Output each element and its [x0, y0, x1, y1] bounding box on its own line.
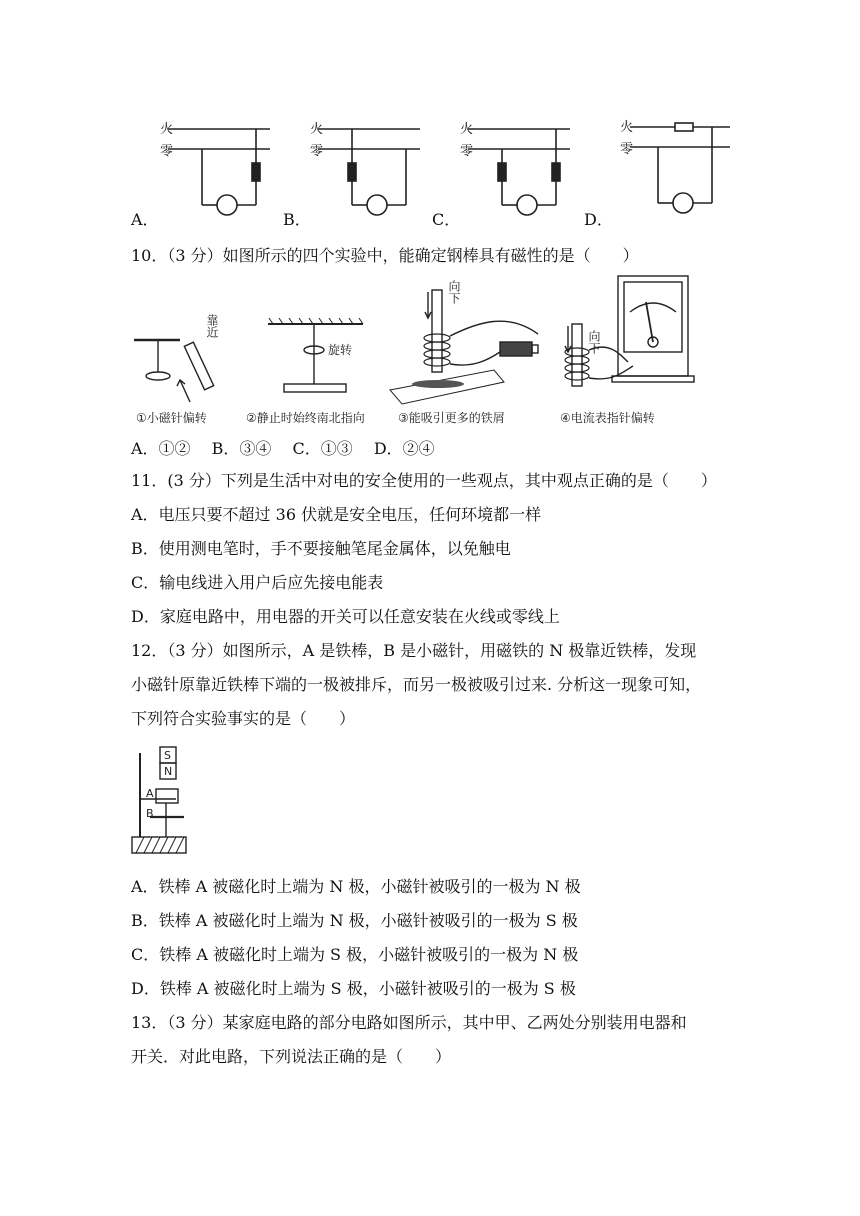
q10-down-label-4: 向下 [587, 330, 601, 354]
q10-down-label-3: 向下 [447, 280, 461, 304]
q9-option-c: C． [432, 210, 461, 229]
q11-stem: 11．(3 分）下列是生活中对电的安全使用的一些观点，其中观点正确的是（ ） [131, 471, 717, 490]
q10-rotate-label: 旋转 [328, 343, 353, 357]
q12-n-label: N [164, 765, 173, 778]
q12-s-label: S [164, 749, 171, 762]
q10-near-label: 靠近 [205, 314, 219, 338]
q9-option-b: B． [283, 210, 311, 229]
q12-stem-line-2: 小磁针原靠近铁棒下端的一极被排斥，而另一极被吸引过来. 分析这一现象可知， [131, 675, 702, 694]
q9-option-d: D． [584, 210, 613, 229]
q12-b-label: B [146, 807, 154, 820]
q9-fire-label-c: 火 [460, 122, 474, 137]
q9-fire-label-b: 火 [310, 122, 324, 137]
q9-zero-label-d: 零 [620, 142, 634, 157]
q12-a-label: A [146, 787, 154, 800]
q12-option-b: B．铁棒 A 被磁化时上端为 N 极，小磁针被吸引的一极为 S 极 [131, 911, 578, 930]
q12-option-a: A．铁棒 A 被磁化时上端为 N 极，小磁针被吸引的一极为 N 极 [131, 877, 581, 896]
q12-stem-line-1: 12．（3 分）如图所示，A 是铁棒，B 是小磁针，用磁铁的 N 极靠近铁棒，发现 [131, 641, 697, 660]
q10-options: A．①② B．③④ C．①③ D．②④ [131, 439, 435, 458]
q10-caption-3: ③能吸引更多的铁屑 [398, 411, 505, 425]
q11-option-b: B．使用测电笔时，手不要接触笔尾金属体，以免触电 [131, 539, 511, 558]
q13-stem-line-1: 13．（3 分）某家庭电路的部分电路如图所示，其中甲、乙两处分别装用电器和 [131, 1013, 687, 1032]
q12-stem-line-3: 下列符合实验事实的是（ ） [131, 709, 356, 728]
q12-option-d: D．铁棒 A 被磁化时上端为 S 极，小磁针被吸引的一极为 S 极 [131, 979, 576, 998]
q12-magnet-figure [128, 745, 194, 860]
q9-fire-label-a: 火 [160, 122, 174, 137]
q9-fire-label-d: 火 [620, 120, 634, 135]
q9-zero-label-c: 零 [460, 144, 474, 159]
q11-option-c: C．输电线进入用户后应先接电能表 [131, 573, 384, 592]
q10-experiment-figure [128, 272, 698, 432]
q9-zero-label-a: 零 [160, 144, 174, 159]
q10-caption-4: ④电流表指针偏转 [560, 411, 655, 425]
q13-stem-line-2: 开关．对此电路，下列说法正确的是（ ） [131, 1047, 452, 1066]
q9-option-a: A． [131, 210, 159, 229]
q12-option-c: C．铁棒 A 被磁化时上端为 S 极，小磁针被吸引的一极为 N 极 [131, 945, 579, 964]
q10-stem: 10．（3 分）如图所示的四个实验中，能确定钢棒具有磁性的是（ ） [131, 246, 639, 265]
q9-zero-label-b: 零 [310, 144, 324, 159]
q10-caption-2: ②静止时始终南北指向 [246, 411, 365, 425]
q11-option-d: D．家庭电路中，用电器的开关可以任意安装在火线或零线上 [131, 607, 560, 626]
q11-option-a: A．电压只要不超过 36 伏就是安全电压，任何环境都一样 [131, 505, 542, 524]
q10-caption-1: ①小磁针偏转 [136, 411, 207, 425]
